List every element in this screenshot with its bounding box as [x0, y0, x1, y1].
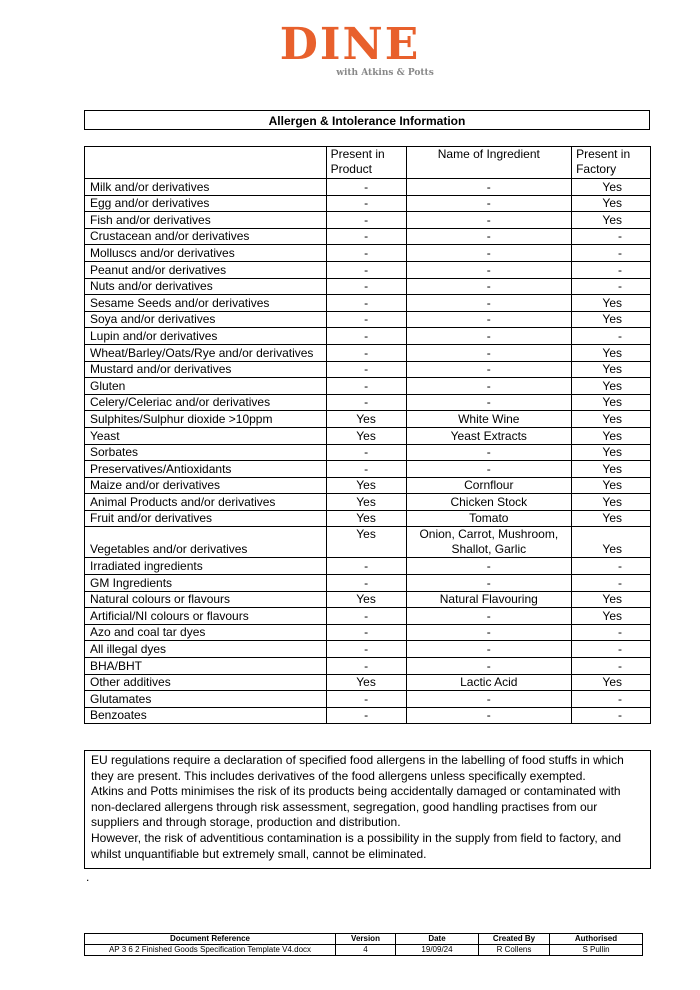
ingredient-name: -	[406, 278, 572, 295]
present-in-product: -	[326, 461, 406, 478]
allergen-name: Gluten	[85, 378, 327, 395]
ingredient-name: -	[406, 461, 572, 478]
present-in-factory: -	[572, 278, 651, 295]
allergen-name: Benzoates	[85, 707, 327, 724]
present-in-product: -	[326, 575, 406, 592]
present-in-factory: -	[572, 245, 651, 262]
note-paragraph: EU regulations require a declaration of specified food allergens in the labelling of food stuffs in which they are present. This includes derivatives of the food allergens unless specifically exempted.	[91, 753, 624, 783]
present-in-product: -	[326, 261, 406, 278]
present-in-product: Yes	[326, 674, 406, 691]
ingredient-name: -	[406, 558, 572, 575]
present-in-factory: -	[572, 691, 651, 708]
present-in-factory: Yes	[572, 212, 651, 229]
docref-header: Date	[396, 934, 479, 945]
ingredient-name: Lactic Acid	[406, 674, 572, 691]
header-present-in-factory: Present in Factory	[572, 147, 651, 179]
present-in-product: -	[326, 444, 406, 461]
allergen-row	[85, 278, 651, 295]
present-in-factory: Yes	[572, 361, 651, 378]
section-title: Allergen & Intolerance Information	[84, 110, 650, 130]
present-in-product: -	[326, 311, 406, 328]
present-in-factory: Yes	[572, 510, 651, 527]
docref-value: AP 3 6 2 Finished Goods Specification Template V4.docx	[85, 945, 336, 956]
note-paragraph: Atkins and Potts minimises the risk of its products being accidentally damaged or contaminated with non-declared allergens through risk assessment, segregation, good handling practises from our suppliers and through storage, production and distribution.	[91, 784, 621, 830]
allergen-name: Sorbates	[85, 444, 327, 461]
present-in-product: Yes	[326, 527, 406, 558]
present-in-product: -	[326, 295, 406, 312]
allergen-name: Crustacean and/or derivatives	[85, 228, 327, 245]
ingredient-name: -	[406, 361, 572, 378]
present-in-factory: Yes	[572, 477, 651, 494]
present-in-product: -	[326, 228, 406, 245]
allergen-row	[85, 658, 651, 675]
ingredient-name: -	[406, 195, 572, 212]
docref-value: 4	[336, 945, 396, 956]
allergen-name: Sesame Seeds and/or derivatives	[85, 295, 327, 312]
header-present-in-product: Present in Product	[326, 147, 406, 179]
allergen-name: Milk and/or derivatives	[85, 179, 327, 196]
allergen-row	[85, 179, 651, 196]
present-in-product: -	[326, 245, 406, 262]
present-in-product: -	[326, 212, 406, 229]
allergen-name: Azo and coal tar dyes	[85, 624, 327, 641]
header-ingredient-name: Name of Ingredient	[406, 147, 572, 179]
docref-header: Document Reference	[85, 934, 336, 945]
allergen-name: Wheat/Barley/Oats/Rye and/or derivatives	[85, 344, 327, 361]
present-in-product: -	[326, 707, 406, 724]
present-in-factory: Yes	[572, 527, 651, 558]
present-in-product: -	[326, 278, 406, 295]
present-in-product: -	[326, 179, 406, 196]
ingredient-name: -	[406, 344, 572, 361]
logo-wordmark: DINE	[279, 19, 421, 70]
ingredient-name: -	[406, 179, 572, 196]
ingredient-name: -	[406, 394, 572, 411]
present-in-factory: -	[572, 641, 651, 658]
present-in-product: -	[326, 361, 406, 378]
ingredient-name: White Wine	[406, 411, 572, 428]
ingredient-name: -	[406, 328, 572, 345]
ingredient-name: -	[406, 311, 572, 328]
allergen-name: Egg and/or derivatives	[85, 195, 327, 212]
ingredient-name: Onion, Carrot, Mushroom, Shallot, Garlic	[406, 527, 572, 558]
allergen-name: Natural colours or flavours	[85, 591, 327, 608]
present-in-factory: Yes	[572, 461, 651, 478]
allergen-name: Glutamates	[85, 691, 327, 708]
allergen-row	[85, 624, 651, 641]
present-in-product: Yes	[326, 510, 406, 527]
allergen-table	[84, 146, 651, 724]
ingredient-name: -	[406, 295, 572, 312]
allergen-row	[85, 510, 651, 527]
docref-header: Authorised	[550, 934, 643, 945]
allergen-row	[85, 608, 651, 625]
present-in-factory: Yes	[572, 674, 651, 691]
allergen-name: Nuts and/or derivatives	[85, 278, 327, 295]
present-in-factory: Yes	[572, 195, 651, 212]
present-in-product: -	[326, 624, 406, 641]
document-reference-table	[84, 933, 643, 956]
ingredient-name: -	[406, 691, 572, 708]
present-in-product: -	[326, 195, 406, 212]
allergen-row	[85, 575, 651, 592]
present-in-factory: Yes	[572, 179, 651, 196]
present-in-product: Yes	[326, 494, 406, 511]
allergen-name: Preservatives/Antioxidants	[85, 461, 327, 478]
ingredient-name: Cornflour	[406, 477, 572, 494]
allergen-row	[85, 707, 651, 724]
allergen-row	[85, 477, 651, 494]
allergen-name: Mustard and/or derivatives	[85, 361, 327, 378]
allergen-name: Other additives	[85, 674, 327, 691]
present-in-factory: Yes	[572, 394, 651, 411]
allergen-name: Artificial/NI colours or flavours	[85, 608, 327, 625]
present-in-product: -	[326, 344, 406, 361]
present-in-factory: -	[572, 624, 651, 641]
present-in-factory: -	[572, 328, 651, 345]
docref-value: R Collens	[479, 945, 550, 956]
ingredient-name: -	[406, 707, 572, 724]
ingredient-name: -	[406, 261, 572, 278]
present-in-factory: -	[572, 658, 651, 675]
allergen-row	[85, 691, 651, 708]
allergen-name: Fruit and/or derivatives	[85, 510, 327, 527]
dine-logo	[0, 19, 700, 78]
docref-header-row	[85, 934, 643, 945]
allergen-row	[85, 212, 651, 229]
present-in-product: Yes	[326, 591, 406, 608]
present-in-factory: Yes	[572, 378, 651, 395]
present-in-product: Yes	[326, 477, 406, 494]
header-allergen	[85, 147, 327, 179]
ingredient-name: -	[406, 641, 572, 658]
present-in-factory: -	[572, 575, 651, 592]
allergen-row	[85, 245, 651, 262]
allergen-row	[85, 527, 651, 558]
present-in-factory: -	[572, 558, 651, 575]
ingredient-name: -	[406, 608, 572, 625]
ingredient-name: -	[406, 575, 572, 592]
allergen-name: Lupin and/or derivatives	[85, 328, 327, 345]
ingredient-name: Yeast Extracts	[406, 427, 572, 444]
allergen-row	[85, 444, 651, 461]
allergen-name: GM Ingredients	[85, 575, 327, 592]
present-in-factory: Yes	[572, 427, 651, 444]
present-in-product: Yes	[326, 411, 406, 428]
docref-value: S Pullin	[550, 945, 643, 956]
allergen-name: Irradiated ingredients	[85, 558, 327, 575]
allergen-name: Soya and/or derivatives	[85, 311, 327, 328]
docref-value-row	[85, 945, 643, 956]
allergen-notes	[84, 750, 651, 869]
present-in-factory: Yes	[572, 494, 651, 511]
allergen-name: Vegetables and/or derivatives	[85, 527, 327, 558]
ingredient-name: Tomato	[406, 510, 572, 527]
allergen-row	[85, 494, 651, 511]
allergen-row	[85, 641, 651, 658]
allergen-row	[85, 591, 651, 608]
stray-mark: .	[86, 870, 90, 884]
allergen-name: Animal Products and/or derivatives	[85, 494, 327, 511]
allergen-row	[85, 361, 651, 378]
allergen-header-row	[85, 147, 651, 179]
present-in-product: -	[326, 691, 406, 708]
allergen-row	[85, 394, 651, 411]
allergen-row	[85, 378, 651, 395]
allergen-row	[85, 295, 651, 312]
allergen-row	[85, 558, 651, 575]
allergen-name: All illegal dyes	[85, 641, 327, 658]
present-in-factory: Yes	[572, 344, 651, 361]
allergen-row	[85, 311, 651, 328]
docref-header: Created By	[479, 934, 550, 945]
present-in-factory: -	[572, 228, 651, 245]
ingredient-name: -	[406, 378, 572, 395]
present-in-factory: Yes	[572, 295, 651, 312]
allergen-row	[85, 228, 651, 245]
allergen-row	[85, 461, 651, 478]
allergen-name: Maize and/or derivatives	[85, 477, 327, 494]
allergen-row	[85, 328, 651, 345]
allergen-name: Peanut and/or derivatives	[85, 261, 327, 278]
present-in-product: -	[326, 394, 406, 411]
present-in-product: -	[326, 558, 406, 575]
present-in-product: -	[326, 658, 406, 675]
present-in-factory: Yes	[572, 311, 651, 328]
allergen-name: Molluscs and/or derivatives	[85, 245, 327, 262]
allergen-row	[85, 411, 651, 428]
ingredient-name: -	[406, 658, 572, 675]
allergen-row	[85, 344, 651, 361]
present-in-product: -	[326, 641, 406, 658]
present-in-factory: Yes	[572, 444, 651, 461]
present-in-product: -	[326, 608, 406, 625]
docref-value: 19/09/24	[396, 945, 479, 956]
present-in-product: -	[326, 328, 406, 345]
allergen-name: Celery/Celeriac and/or derivatives	[85, 394, 327, 411]
logo-tagline: with Atkins & Potts	[336, 68, 434, 78]
note-paragraph: However, the risk of adventitious contamination is a possibility in the supply from field to factory, and whilst unquantifiable but extremely small, cannot be eliminated.	[91, 830, 622, 861]
ingredient-name: -	[406, 444, 572, 461]
present-in-factory: -	[572, 707, 651, 724]
ingredient-name: -	[406, 624, 572, 641]
present-in-factory: Yes	[572, 608, 651, 625]
allergen-row	[85, 674, 651, 691]
present-in-product: -	[326, 378, 406, 395]
present-in-factory: Yes	[572, 591, 651, 608]
allergen-row	[85, 427, 651, 444]
present-in-factory: -	[572, 261, 651, 278]
allergen-row	[85, 261, 651, 278]
allergen-name: Fish and/or derivatives	[85, 212, 327, 229]
ingredient-name: -	[406, 245, 572, 262]
ingredient-name: -	[406, 228, 572, 245]
docref-header: Version	[336, 934, 396, 945]
allergen-name: Sulphites/Sulphur dioxide >10ppm	[85, 411, 327, 428]
ingredient-name: Natural Flavouring	[406, 591, 572, 608]
allergen-name: BHA/BHT	[85, 658, 327, 675]
allergen-name: Yeast	[85, 427, 327, 444]
present-in-product: Yes	[326, 427, 406, 444]
ingredient-name: -	[406, 212, 572, 229]
present-in-factory: Yes	[572, 411, 651, 428]
allergen-row	[85, 195, 651, 212]
ingredient-name: Chicken Stock	[406, 494, 572, 511]
